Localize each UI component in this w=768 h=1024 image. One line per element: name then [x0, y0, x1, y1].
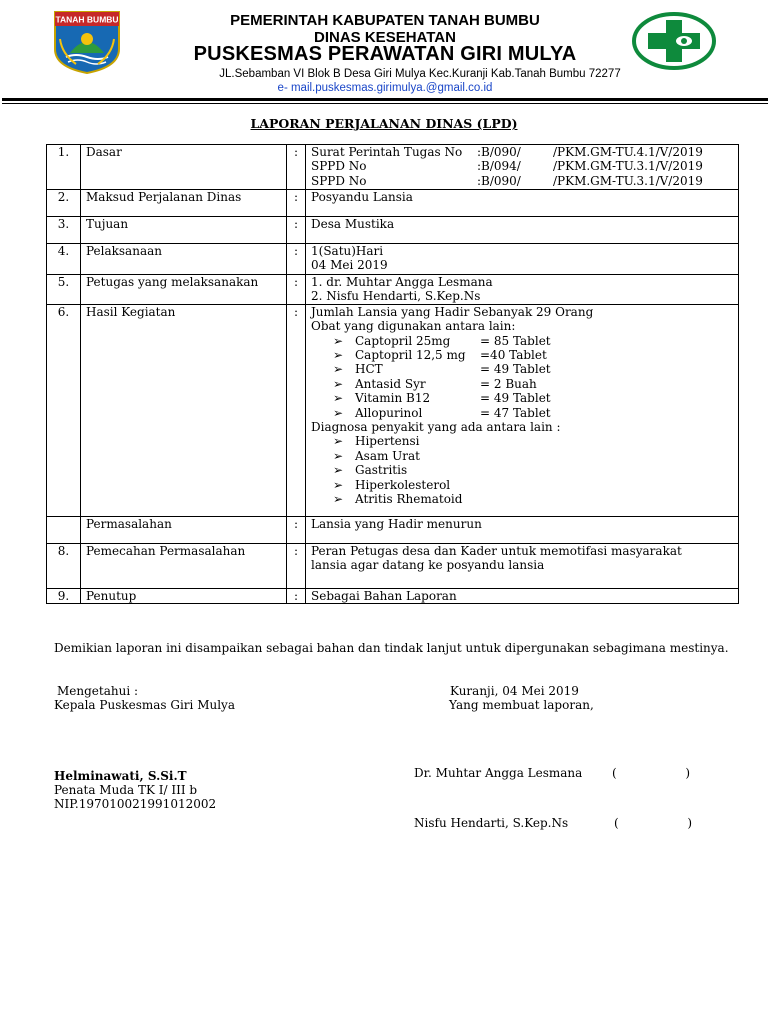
- drug-item: [311, 377, 733, 391]
- row-label: Permasalahan: [81, 516, 287, 543]
- drug-name: Antasid Syr: [355, 376, 426, 391]
- officer-2-signature-field: ( ): [614, 816, 693, 830]
- basis-line: [311, 159, 733, 173]
- row-number: 6.: [47, 304, 81, 516]
- row-value: [306, 304, 739, 516]
- table-row: [47, 543, 739, 588]
- email-line[interactable]: e- mail.puskesmas.girimulya.@gmail.co.id: [277, 82, 493, 94]
- table-row: [47, 190, 739, 217]
- document-title: LAPORAN PERJALANAN DINAS (LPD): [250, 116, 518, 131]
- row-value: [306, 275, 739, 305]
- report-maker-label: Yang membuat laporan,: [449, 698, 594, 712]
- row-colon: :: [287, 516, 306, 543]
- row-label: Petugas yang melaksanakan: [81, 275, 287, 305]
- arrow-bullet-icon: ➢: [333, 362, 344, 377]
- row-value: Posyandu Lansia: [306, 190, 739, 217]
- row-number: 5.: [47, 275, 81, 305]
- drug-item: [311, 406, 733, 420]
- table-row: [47, 304, 739, 516]
- address-line: JL.Sebamban VI Blok B Desa Giri Mulya Kec.Kuranji Kab.Tanah Bumbu 72277: [219, 68, 621, 80]
- place-date: Kuranji, 04 Mei 2019: [450, 684, 579, 698]
- diagnosis-name: Gastritis: [355, 463, 408, 478]
- arrow-bullet-icon: ➢: [333, 391, 344, 406]
- diagnosis-item: [311, 492, 733, 506]
- row-number: 9.: [47, 588, 81, 603]
- header-rule-thin: [2, 103, 768, 104]
- drug-qty: = 85 Tablet: [480, 333, 551, 348]
- row-value: Sebagai Bahan Laporan: [306, 588, 739, 603]
- diagnosis-name: Asam Urat: [355, 448, 420, 463]
- solution-text: lansia agar datang ke posyandu lansia: [311, 558, 545, 573]
- tanah-bumbu-regency-logo: [52, 9, 122, 75]
- drug-qty: = 49 Tablet: [480, 362, 551, 377]
- drug-qty: = 47 Tablet: [480, 405, 551, 420]
- diagnosis-item: [311, 434, 733, 448]
- basis-doc-type: SPPD No: [311, 173, 367, 188]
- solution-text: Peran Petugas desa dan Kader untuk memotifasi masyarakat: [311, 543, 682, 558]
- drug-qty: = 49 Tablet: [480, 391, 551, 406]
- table-row: [47, 588, 739, 603]
- row-value: Desa Mustika: [306, 217, 739, 244]
- report-table: [46, 144, 739, 604]
- diagnosis-name: Hipertensi: [355, 434, 420, 449]
- diagnosis-title: Diagnosa penyakit yang ada antara lain :: [311, 420, 561, 435]
- table-row: [47, 516, 739, 543]
- duration-text: 1(Satu)Hari: [311, 244, 384, 258]
- row-label: Dasar: [81, 145, 287, 190]
- row-label: Tujuan: [81, 217, 287, 244]
- head-name: Helminawati, S.Si.T: [54, 769, 187, 783]
- basis-doc-number: :B/094/: [477, 159, 521, 174]
- arrow-bullet-icon: ➢: [333, 492, 344, 507]
- basis-doc-type: SPPD No: [311, 159, 367, 174]
- attendance-text: Jumlah Lansia yang Hadir Sebanyak 29 Orang: [311, 304, 594, 319]
- row-colon: :: [287, 244, 306, 275]
- closing-paragraph: Demikian laporan ini disampaikan sebagai bahan dan tindak lanjut untuk dipergunakan sebagimana mestinya.: [54, 641, 729, 655]
- officer-1-signature-field: ( ): [612, 766, 691, 780]
- arrow-bullet-icon: ➢: [333, 477, 344, 492]
- basis-doc-code: /PKM.GM-TU.4.1/V/2019: [553, 145, 703, 159]
- diagnosis-item: [311, 463, 733, 477]
- row-colon: :: [287, 145, 306, 190]
- drug-item: [311, 334, 733, 348]
- row-value: Lansia yang Hadir menurun: [306, 516, 739, 543]
- diagnosis-name: Atritis Rhematoid: [355, 492, 463, 507]
- head-role: Kepala Puskesmas Giri Mulya: [54, 698, 235, 712]
- row-value: [306, 145, 739, 190]
- diagnosis-name: Hiperkolesterol: [355, 477, 451, 492]
- drug-qty: = 2 Buah: [480, 376, 537, 391]
- arrow-bullet-icon: ➢: [333, 448, 344, 463]
- basis-line: [311, 145, 733, 159]
- drug-name: Vitamin B12: [355, 391, 431, 406]
- drugs-title: Obat yang digunakan antara lain:: [311, 319, 516, 334]
- drug-name: Captopril 12,5 mg: [355, 348, 466, 363]
- table-row: [47, 145, 739, 190]
- row-colon: :: [287, 217, 306, 244]
- arrow-bullet-icon: ➢: [333, 333, 344, 348]
- officer-2-name: Nisfu Hendarti, S.Kep.Ns: [414, 816, 569, 830]
- header-rule-thick: [2, 98, 768, 101]
- drug-qty: =40 Tablet: [480, 348, 547, 363]
- drug-name: Captopril 25mg: [355, 333, 451, 348]
- row-label: Hasil Kegiatan: [81, 304, 287, 516]
- row-number: 4.: [47, 244, 81, 275]
- basis-doc-number: :B/090/: [477, 173, 521, 188]
- head-nip: NIP.197010021991012002: [54, 797, 217, 811]
- drug-name: Allopurinol: [355, 405, 423, 420]
- drug-item: [311, 362, 733, 376]
- row-colon: :: [287, 304, 306, 516]
- basis-doc-code: /PKM.GM-TU.3.1/V/2019: [553, 173, 703, 188]
- row-number: 2.: [47, 190, 81, 217]
- row-value: [306, 244, 739, 275]
- row-value: [306, 543, 739, 588]
- officer-1-name: Dr. Muhtar Angga Lesmana: [414, 766, 583, 780]
- row-colon: :: [287, 190, 306, 217]
- row-number: [47, 516, 81, 543]
- arrow-bullet-icon: ➢: [333, 405, 344, 420]
- row-colon: :: [287, 543, 306, 588]
- basis-doc-type: Surat Perintah Tugas No: [311, 145, 463, 159]
- row-label: Maksud Perjalanan Dinas: [81, 190, 287, 217]
- diagnosis-item: [311, 478, 733, 492]
- acknowledged-label: Mengetahui :: [57, 684, 139, 698]
- officer-item: 2. Nisfu Hendarti, S.Kep.Ns: [311, 289, 481, 304]
- department-title: DINAS KESEHATAN: [314, 29, 456, 46]
- drug-item: [311, 391, 733, 405]
- row-colon: :: [287, 275, 306, 305]
- officer-item: 1. dr. Muhtar Angga Lesmana: [311, 275, 493, 289]
- basis-doc-code: /PKM.GM-TU.3.1/V/2019: [553, 159, 703, 174]
- table-row: [47, 275, 739, 305]
- regency-logo-text: TANAH BUMBU: [55, 14, 119, 25]
- date-text: 04 Mei 2019: [311, 258, 388, 273]
- government-title: PEMERINTAH KABUPATEN TANAH BUMBU: [230, 12, 540, 29]
- basis-doc-number: :B/090/: [477, 145, 521, 159]
- arrow-bullet-icon: ➢: [333, 348, 344, 363]
- arrow-bullet-icon: ➢: [333, 376, 344, 391]
- diagnosis-item: [311, 449, 733, 463]
- arrow-bullet-icon: ➢: [333, 434, 344, 449]
- row-number: 3.: [47, 217, 81, 244]
- row-number: 8.: [47, 543, 81, 588]
- drug-item: [311, 348, 733, 362]
- basis-line: [311, 174, 733, 188]
- clinic-title: PUSKESMAS PERAWATAN GIRI MULYA: [193, 43, 577, 65]
- row-number: 1.: [47, 145, 81, 190]
- row-label: Pemecahan Permasalahan: [81, 543, 287, 588]
- row-label: Pelaksanaan: [81, 244, 287, 275]
- arrow-bullet-icon: ➢: [333, 463, 344, 478]
- table-row: [47, 244, 739, 275]
- row-label: Penutup: [81, 588, 287, 603]
- row-colon: :: [287, 588, 306, 603]
- head-rank: Penata Muda TK I/ III b: [54, 783, 198, 797]
- drug-name: HCT: [355, 362, 383, 377]
- table-row: [47, 217, 739, 244]
